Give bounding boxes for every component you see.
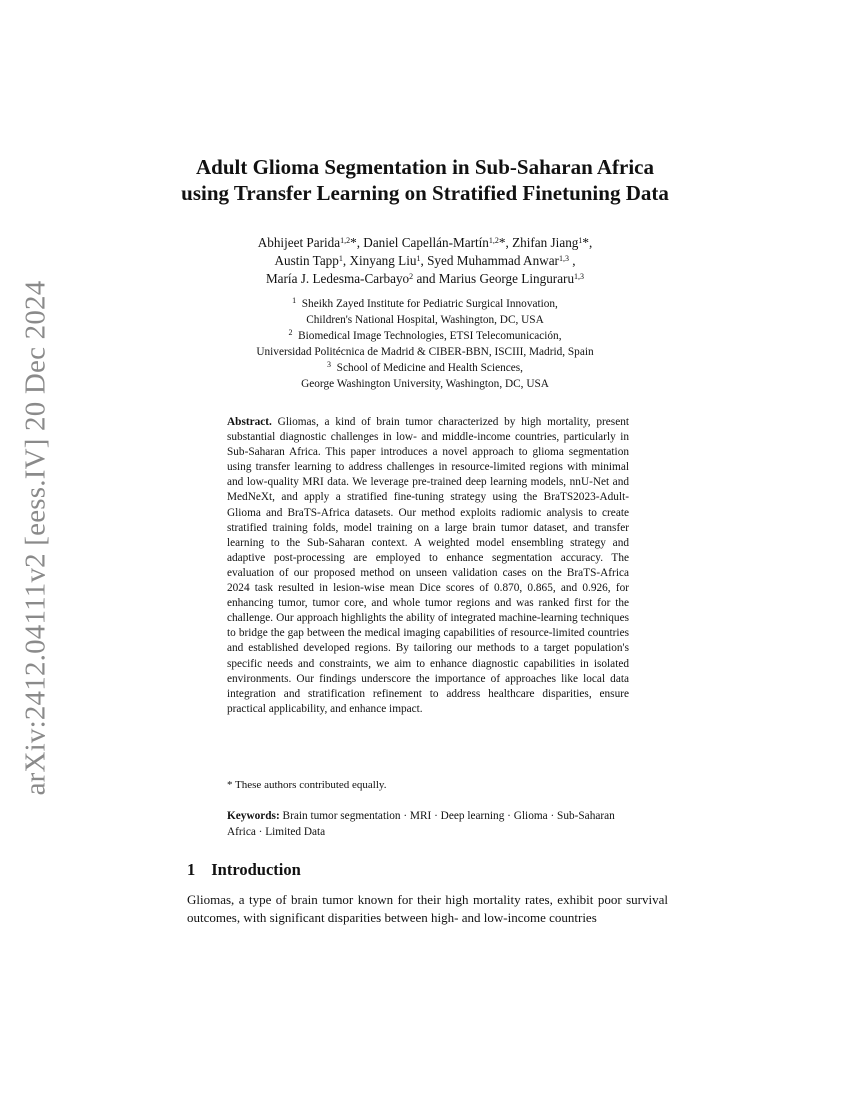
keywords-text: Brain tumor segmentation · MRI · Deep learning · Glioma · Sub-Saharan Africa · Limited Data: [227, 810, 615, 838]
author-list: [170, 234, 680, 288]
title-line-1: Adult Glioma Segmentation in Sub-Saharan Africa: [196, 155, 654, 179]
keywords: [227, 808, 629, 840]
author: Syed Muhammad Anwar$^{1,3}$ ,: [427, 253, 576, 268]
abstract: [227, 415, 629, 717]
author: María J. Ledesma-Carbayo$^2$ and: [265, 271, 439, 286]
affiliations: [170, 296, 680, 392]
affiliation-1: $^1$ Sheikh Zayed Institute for Pediatric Surgical Innovation,: [292, 296, 558, 310]
author: Austin Tapp$^1$,: [274, 253, 350, 268]
paper-title: [120, 154, 730, 206]
author: Abhijeet Parida$^{1,2}$*,: [257, 235, 364, 250]
affiliation-3-line2: George Washington University, Washington, DC, USA: [301, 378, 549, 390]
title-line-2: using Transfer Learning on Stratified Finetuning Data: [181, 181, 669, 205]
abstract-label: Abstract.: [227, 416, 272, 428]
author: Xinyang Liu$^1$,: [349, 253, 428, 268]
footnote: * These authors contributed equally.: [227, 779, 387, 791]
author: Zhifan Jiang$^1$*,: [512, 235, 593, 250]
affiliation-2-line2: Universidad Politécnica de Madrid & CIBER-BBN, ISCIII, Madrid, Spain: [256, 346, 594, 358]
affiliation-3: $^3$ School of Medicine and Health Sciences,: [327, 360, 523, 374]
intro-paragraph: Gliomas, a type of brain tumor known for their high mortality rates, exhibit poor survival outcomes, with significant disparities between high- and low-income countries: [187, 892, 668, 925]
arxiv-stamp-text: arXiv:2412.04111v2 [eess.IV] 20 Dec 2024: [19, 280, 52, 796]
section-title: Introduction: [211, 860, 301, 879]
affiliation-2: $^2$ Biomedical Image Technologies, ETSI Telecomunicación,: [288, 328, 562, 342]
keywords-label: Keywords:: [227, 810, 280, 822]
section-number: 1: [187, 860, 196, 879]
author: Marius George Linguraru$^{1,3}$: [438, 271, 585, 286]
affiliation-1-line2: Children's National Hospital, Washington, DC, USA: [306, 314, 544, 326]
author: Daniel Capellán-Martín$^{1,2}$*,: [363, 235, 513, 250]
abstract-text: Gliomas, a kind of brain tumor characterized by high mortality, present substantial diagnostic challenges in low- and middle-income countries, particularly in Sub-Saharan Africa. This paper introduces a novel approach to glioma segmentation using transfer learning to address challenges in resource-limited regions with minimal and low-quality MRI data. We leverage pre-trained deep learning models, nnU-Net and MedNeXt, and apply a stratified fine-tuning strategy using the BraTS2023-Adult-Glioma and BraTS-Africa datasets. Our method exploits radiomic analysis to create stratified training folds, model training on a large brain tumor dataset, and transfer learning to the Sub-Saharan context. A weighted model ensembling strategy and adaptive post-processing are employed to enhance segmentation accuracy. The evaluation of our proposed method on unseen validation cases on the BraTS-Africa 2024 task resulted in lesion-wise mean Dice scores of 0.870, 0.865, and 0.926, for enhancing tumor, tumor core, and whole tumor regions and was ranked first for the challenge. Our approach highlights the ability of integrated machine-learning techniques to bridge the gap between the medical imaging capabilities of resource-limited countries and established developed regions. By tailoring our methods to a target population's specific needs and constraints, we aim to enhance diagnostic capabilities in isolated environments. Our findings underscore the importance of approaches like local data integration and stratification refinement to address healthcare disparities, ensure practical applicability, and enhance impact.: [227, 416, 630, 715]
section-heading: [187, 860, 301, 880]
